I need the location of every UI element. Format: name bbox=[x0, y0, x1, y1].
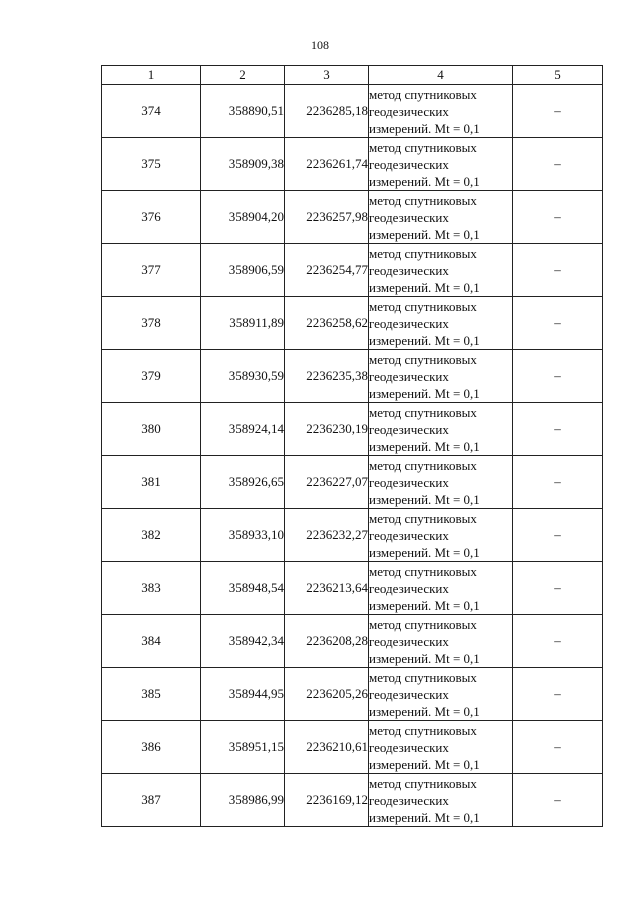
x-coordinate-cell: 358906,59 bbox=[201, 244, 285, 297]
method-line: измерений. Mt = 0,1 bbox=[369, 809, 480, 825]
point-number-cell: 379 bbox=[102, 350, 201, 403]
table-row bbox=[102, 721, 603, 774]
column-header: 4 bbox=[369, 66, 513, 85]
method-cell bbox=[369, 85, 513, 138]
table-row bbox=[102, 774, 603, 827]
point-number-cell: 382 bbox=[102, 509, 201, 562]
method-line: измерений. Mt = 0,1 bbox=[369, 279, 480, 295]
y-coordinate-cell: 2236205,26 bbox=[285, 668, 369, 721]
method-cell bbox=[369, 297, 513, 350]
method-cell bbox=[369, 138, 513, 191]
method-cell bbox=[369, 562, 513, 615]
method-line: метод спутниковых bbox=[369, 457, 477, 473]
table-row bbox=[102, 138, 603, 191]
method-line: измерений. Mt = 0,1 bbox=[369, 173, 480, 189]
method-line: метод спутниковых bbox=[369, 139, 477, 155]
method-line: геодезических bbox=[369, 527, 449, 543]
method-line: геодезических bbox=[369, 633, 449, 649]
column-header: 1 bbox=[102, 66, 201, 85]
table-row bbox=[102, 85, 603, 138]
column-5-cell: – bbox=[513, 191, 603, 244]
method-line: измерений. Mt = 0,1 bbox=[369, 544, 480, 560]
y-coordinate-cell: 2236235,38 bbox=[285, 350, 369, 403]
y-coordinate-cell: 2236227,07 bbox=[285, 456, 369, 509]
table-row bbox=[102, 668, 603, 721]
y-coordinate-cell: 2236257,98 bbox=[285, 191, 369, 244]
column-5-cell: – bbox=[513, 403, 603, 456]
point-number-cell: 381 bbox=[102, 456, 201, 509]
x-coordinate-cell: 358951,15 bbox=[201, 721, 285, 774]
x-coordinate-cell: 358924,14 bbox=[201, 403, 285, 456]
method-line: метод спутниковых bbox=[369, 245, 477, 261]
table-header-row bbox=[102, 66, 603, 85]
column-5-cell: – bbox=[513, 668, 603, 721]
method-line: геодезических bbox=[369, 209, 449, 225]
method-line: измерений. Mt = 0,1 bbox=[369, 597, 480, 613]
y-coordinate-cell: 2236210,61 bbox=[285, 721, 369, 774]
method-line: метод спутниковых bbox=[369, 404, 477, 420]
column-5-cell: – bbox=[513, 244, 603, 297]
method-line: геодезических bbox=[369, 474, 449, 490]
x-coordinate-cell: 358942,34 bbox=[201, 615, 285, 668]
method-line: геодезических bbox=[369, 315, 449, 331]
method-line: измерений. Mt = 0,1 bbox=[369, 120, 480, 136]
method-line: метод спутниковых bbox=[369, 351, 477, 367]
method-line: измерений. Mt = 0,1 bbox=[369, 385, 480, 401]
method-cell bbox=[369, 668, 513, 721]
method-line: метод спутниковых bbox=[369, 669, 477, 685]
column-header: 2 bbox=[201, 66, 285, 85]
method-cell bbox=[369, 615, 513, 668]
x-coordinate-cell: 358986,99 bbox=[201, 774, 285, 827]
y-coordinate-cell: 2236230,19 bbox=[285, 403, 369, 456]
page-number: 108 bbox=[311, 38, 329, 52]
method-line: метод спутниковых bbox=[369, 86, 477, 102]
column-5-cell: – bbox=[513, 562, 603, 615]
point-number-cell: 385 bbox=[102, 668, 201, 721]
column-5-cell: – bbox=[513, 350, 603, 403]
y-coordinate-cell: 2236261,74 bbox=[285, 138, 369, 191]
column-5-cell: – bbox=[513, 774, 603, 827]
point-number-cell: 376 bbox=[102, 191, 201, 244]
method-line: геодезических bbox=[369, 792, 449, 808]
table-row bbox=[102, 244, 603, 297]
method-line: геодезических bbox=[369, 421, 449, 437]
x-coordinate-cell: 358948,54 bbox=[201, 562, 285, 615]
point-number-cell: 386 bbox=[102, 721, 201, 774]
method-line: измерений. Mt = 0,1 bbox=[369, 650, 480, 666]
method-line: измерений. Mt = 0,1 bbox=[369, 332, 480, 348]
column-5-cell: – bbox=[513, 509, 603, 562]
method-cell bbox=[369, 774, 513, 827]
column-header: 3 bbox=[285, 66, 369, 85]
y-coordinate-cell: 2236254,77 bbox=[285, 244, 369, 297]
method-line: измерений. Mt = 0,1 bbox=[369, 491, 480, 507]
method-line: геодезических bbox=[369, 686, 449, 702]
x-coordinate-cell: 358930,59 bbox=[201, 350, 285, 403]
method-line: геодезических bbox=[369, 368, 449, 384]
table-row bbox=[102, 191, 603, 244]
method-line: измерений. Mt = 0,1 bbox=[369, 703, 480, 719]
y-coordinate-cell: 2236258,62 bbox=[285, 297, 369, 350]
method-cell bbox=[369, 456, 513, 509]
table-row bbox=[102, 615, 603, 668]
point-number-cell: 387 bbox=[102, 774, 201, 827]
x-coordinate-cell: 358904,20 bbox=[201, 191, 285, 244]
x-coordinate-cell: 358926,65 bbox=[201, 456, 285, 509]
x-coordinate-cell: 358890,51 bbox=[201, 85, 285, 138]
table-row bbox=[102, 562, 603, 615]
method-line: геодезических bbox=[369, 739, 449, 755]
table-row bbox=[102, 350, 603, 403]
table-row bbox=[102, 297, 603, 350]
column-5-cell: – bbox=[513, 456, 603, 509]
method-line: измерений. Mt = 0,1 bbox=[369, 226, 480, 242]
method-cell bbox=[369, 244, 513, 297]
y-coordinate-cell: 2236213,64 bbox=[285, 562, 369, 615]
method-line: измерений. Mt = 0,1 bbox=[369, 756, 480, 772]
point-number-cell: 383 bbox=[102, 562, 201, 615]
method-cell bbox=[369, 350, 513, 403]
method-line: метод спутниковых bbox=[369, 775, 477, 791]
method-cell bbox=[369, 191, 513, 244]
y-coordinate-cell: 2236232,27 bbox=[285, 509, 369, 562]
table-row bbox=[102, 403, 603, 456]
method-line: метод спутниковых bbox=[369, 192, 477, 208]
y-coordinate-cell: 2236285,18 bbox=[285, 85, 369, 138]
method-line: геодезических bbox=[369, 580, 449, 596]
method-cell bbox=[369, 403, 513, 456]
column-header: 5 bbox=[513, 66, 603, 85]
column-5-cell: – bbox=[513, 138, 603, 191]
method-line: измерений. Mt = 0,1 bbox=[369, 438, 480, 454]
method-line: геодезических bbox=[369, 262, 449, 278]
y-coordinate-cell: 2236208,28 bbox=[285, 615, 369, 668]
coordinates-table bbox=[101, 65, 603, 827]
point-number-cell: 377 bbox=[102, 244, 201, 297]
method-line: метод спутниковых bbox=[369, 298, 477, 314]
table-row bbox=[102, 509, 603, 562]
point-number-cell: 374 bbox=[102, 85, 201, 138]
method-line: геодезических bbox=[369, 156, 449, 172]
point-number-cell: 375 bbox=[102, 138, 201, 191]
point-number-cell: 384 bbox=[102, 615, 201, 668]
table-body bbox=[102, 85, 603, 827]
point-number-cell: 378 bbox=[102, 297, 201, 350]
x-coordinate-cell: 358933,10 bbox=[201, 509, 285, 562]
column-5-cell: – bbox=[513, 85, 603, 138]
method-line: метод спутниковых bbox=[369, 722, 477, 738]
method-line: метод спутниковых bbox=[369, 510, 477, 526]
y-coordinate-cell: 2236169,12 bbox=[285, 774, 369, 827]
column-5-cell: – bbox=[513, 615, 603, 668]
point-number-cell: 380 bbox=[102, 403, 201, 456]
method-line: геодезических bbox=[369, 103, 449, 119]
method-line: метод спутниковых bbox=[369, 616, 477, 632]
x-coordinate-cell: 358944,95 bbox=[201, 668, 285, 721]
table-row bbox=[102, 456, 603, 509]
column-5-cell: – bbox=[513, 721, 603, 774]
x-coordinate-cell: 358909,38 bbox=[201, 138, 285, 191]
column-5-cell: – bbox=[513, 297, 603, 350]
method-cell bbox=[369, 509, 513, 562]
method-cell bbox=[369, 721, 513, 774]
method-line: метод спутниковых bbox=[369, 563, 477, 579]
x-coordinate-cell: 358911,89 bbox=[201, 297, 285, 350]
